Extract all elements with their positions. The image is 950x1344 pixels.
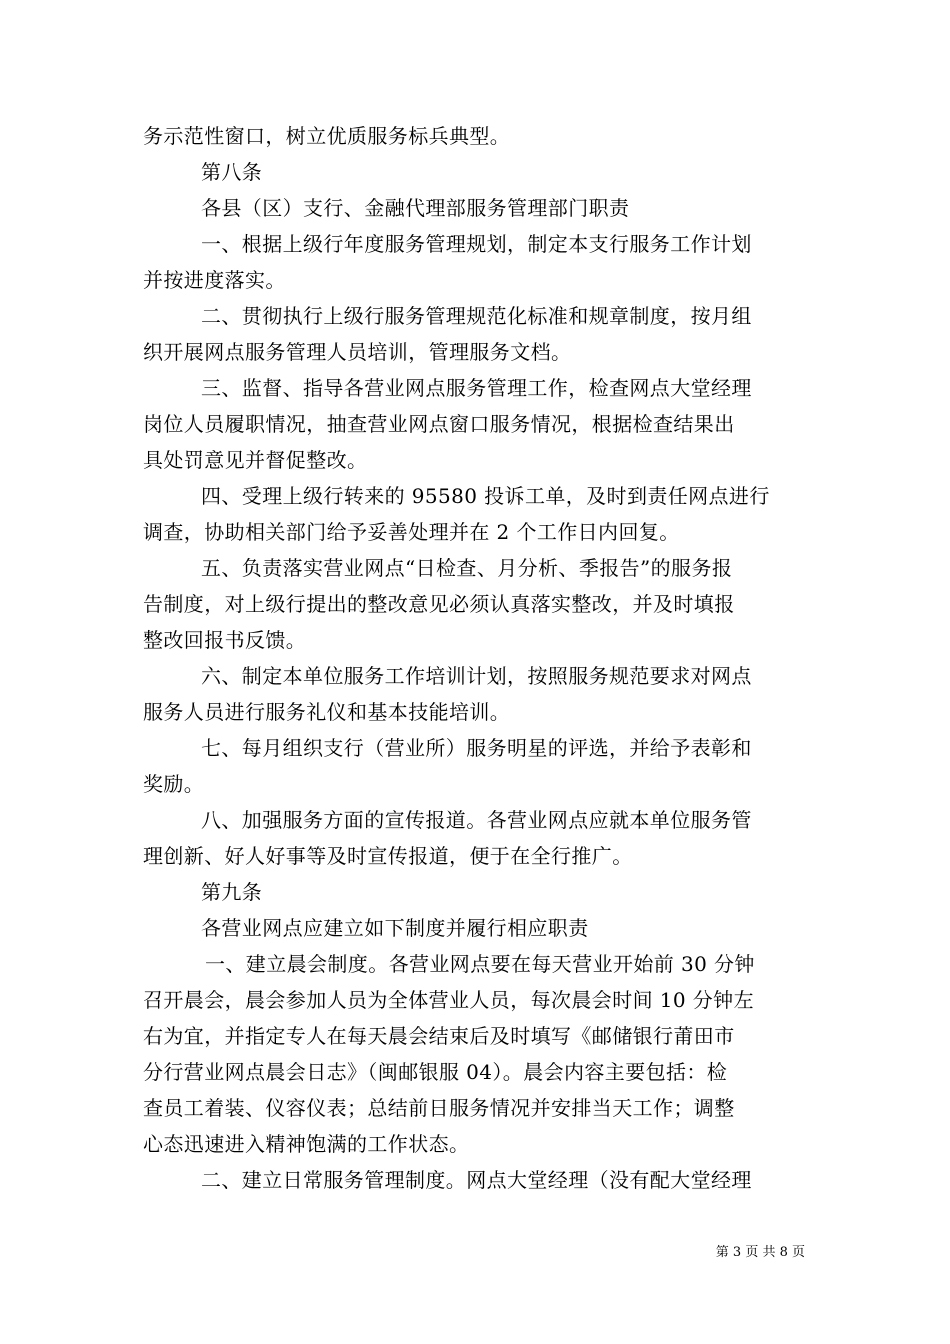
text-line: 分行营业网点晨会日志》（闽邮银服 04）。晨会内容主要包括：检 xyxy=(143,1060,728,1084)
text-line: 织开展网点服务管理人员培训，管理服务文档。 xyxy=(143,340,572,364)
text-line: 七、每月组织支行（营业所）服务明星的评选，并给予表彰和 xyxy=(201,736,752,760)
text-line: 心态迅速进入精神饱满的工作状态。 xyxy=(143,1132,470,1156)
page-number: 第 3 页 共 8 页 xyxy=(715,1245,805,1260)
article-title: 各县（区）支行、金融代理部服务管理部门职责 xyxy=(201,196,630,220)
text-line: 并按进度落实。 xyxy=(143,268,286,292)
article-heading: 第八条 xyxy=(201,160,263,184)
text-line: 八、加强服务方面的宣传报道。各营业网点应就本单位服务管 xyxy=(201,808,752,832)
text-line: 二、贯彻执行上级行服务管理规范化标准和规章制度，按月组 xyxy=(201,304,752,328)
text-line: 一、根据上级行年度服务管理规划，制定本支行服务工作计划 xyxy=(201,232,752,256)
text-line: 五、负责落实营业网点“日检查、月分析、季报告”的服务报 xyxy=(201,556,733,580)
text-line: 服务人员进行服务礼仪和基本技能培训。 xyxy=(143,700,511,724)
text-line: 告制度，对上级行提出的整改意见必须认真落实整改，并及时填报 xyxy=(143,592,735,616)
text-line: 整改回报书反馈。 xyxy=(143,628,307,652)
text-line: 奖励。 xyxy=(143,772,205,796)
text-line: 一、建立晨会制度。各营业网点要在每天营业开始前 30 分钟 xyxy=(205,952,755,976)
article-title: 各营业网点应建立如下制度并履行相应职责 xyxy=(201,916,589,940)
text-line: 调查，协助相关部门给予妥善处理并在 2 个工作日内回复。 xyxy=(143,520,680,544)
text-line: 六、制定本单位服务工作培训计划，按照服务规范要求对网点 xyxy=(201,664,752,688)
text-line: 召开晨会，晨会参加人员为全体营业人员，每次晨会时间 10 分钟左 xyxy=(143,988,754,1012)
text-line: 二、建立日常服务管理制度。网点大堂经理（没有配大堂经理 xyxy=(201,1168,752,1192)
text-line: 四、受理上级行转来的 95580 投诉工单，及时到责任网点进行 xyxy=(201,484,770,508)
text-line: 右为宜，并指定专人在每天晨会结束后及时填写《邮储银行莆田市 xyxy=(143,1024,735,1048)
text-line: 三、监督、指导各营业网点服务管理工作，检查网点大堂经理 xyxy=(201,376,752,400)
text-line: 岗位人员履职情况，抽查营业网点窗口服务情况，根据检查结果出 xyxy=(143,412,735,436)
text-line: 务示范性窗口，树立优质服务标兵典型。 xyxy=(143,124,511,148)
text-line: 具处罚意见并督促整改。 xyxy=(143,448,368,472)
document-body xyxy=(143,118,808,1198)
article-heading: 第九条 xyxy=(201,880,263,904)
text-line: 理创新、好人好事等及时宣传报道，便于在全行推广。 xyxy=(143,844,633,868)
text-line: 查员工着装、仪容仪表；总结前日服务情况并安排当天工作；调整 xyxy=(143,1096,735,1120)
